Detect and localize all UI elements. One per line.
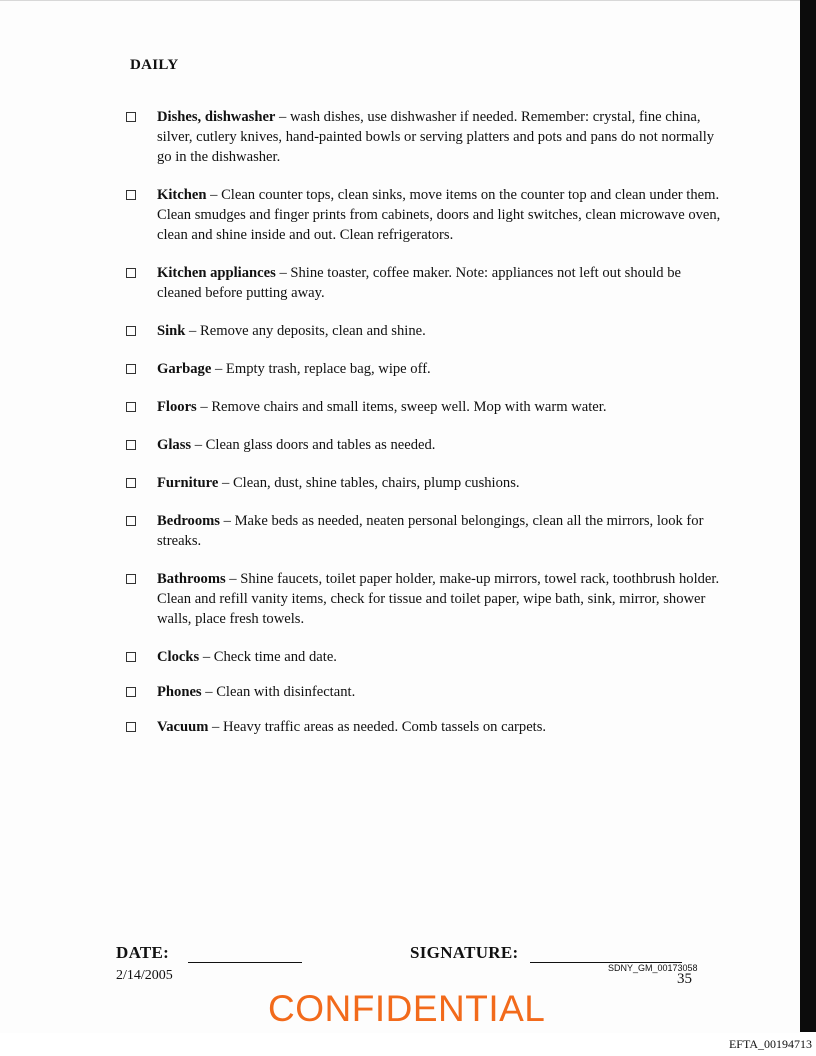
task-item — [124, 717, 724, 737]
task-item — [124, 107, 724, 167]
task-name: Sink — [157, 323, 186, 339]
checkbox-icon — [126, 687, 136, 697]
confidential-stamp: CONFIDENTIAL — [268, 988, 546, 1029]
checkbox-icon — [126, 364, 136, 374]
task-name: Floors — [157, 399, 197, 415]
signature-label: SIGNATURE: — [410, 943, 519, 962]
task-item — [124, 185, 724, 245]
checkbox-icon — [126, 516, 136, 526]
task-name: Glass — [157, 437, 192, 453]
bates-number: SDNY_GM_00173058 — [608, 963, 698, 973]
task-description: – Empty trash, replace bag, wipe off. — [211, 361, 431, 377]
task-item — [124, 647, 724, 667]
checkbox-icon — [126, 652, 136, 662]
task-name: Kitchen appliances — [157, 265, 276, 281]
checkbox-icon — [126, 440, 136, 450]
task-name: Phones — [157, 684, 202, 700]
checkbox-icon — [126, 326, 136, 336]
task-name: Vacuum — [157, 719, 209, 735]
task-description: – Check time and date. — [199, 649, 337, 665]
task-description: – Remove any deposits, clean and shine. — [185, 323, 426, 339]
checkbox-icon — [126, 574, 136, 584]
task-name: Dishes, dishwasher — [157, 109, 276, 125]
date-value: 2/14/2005 — [116, 968, 173, 983]
task-description: – Shine toaster, coffee maker. Note: appliances not left out should be cleaned before putting away. — [157, 265, 682, 301]
task-description: – Clean with disinfectant. — [201, 684, 356, 700]
checkbox-icon — [126, 190, 136, 200]
task-name: Kitchen — [157, 187, 207, 203]
page-number: 35 — [677, 971, 692, 987]
task-description: – Make beds as needed, neaten personal belongings, clean all the mirrors, look for streaks. — [157, 513, 704, 549]
task-description: – Clean, dust, shine tables, chairs, plump cushions. — [218, 475, 520, 491]
efta-id: EFTA_00194713 — [728, 1037, 812, 1051]
task-item — [124, 359, 724, 379]
task-item — [124, 473, 724, 493]
task-item — [124, 435, 724, 455]
task-description: – Shine faucets, toilet paper holder, make-up mirrors, towel rack, toothbrush holder. Clean and refill vanity items, check for tissue and toilet paper, wipe bath, sink, mirror, shower walls, place fresh towels. — [157, 571, 720, 627]
task-name: Furniture — [157, 475, 219, 491]
date-label: DATE: — [116, 943, 170, 962]
checkbox-icon — [126, 478, 136, 488]
task-item — [124, 511, 724, 551]
task-item — [124, 321, 724, 341]
task-item — [124, 569, 724, 629]
task-name: Clocks — [157, 649, 200, 665]
task-item — [124, 682, 724, 702]
task-name: Bedrooms — [157, 513, 220, 529]
checkbox-icon — [126, 268, 136, 278]
task-description: – Remove chairs and small items, sweep well. Mop with warm water. — [196, 399, 607, 415]
task-description: – Clean counter tops, clean sinks, move items on the counter top and clean under them. Clean smudges and finger prints from cabinets, doors and light switches, clean microwave oven, clean and shine inside and out. Clean refrigerators. — [157, 187, 721, 243]
date-line — [188, 962, 302, 963]
task-name: Bathrooms — [157, 571, 226, 587]
task-item — [124, 263, 724, 303]
task-description: – wash dishes, use dishwasher if needed. Remember: crystal, fine china, silver, cutlery knives, hand-painted bowls or serving platters and pots and pans do not normally go in the dishwasher. — [157, 109, 715, 165]
checkbox-icon — [126, 722, 136, 732]
task-name: Garbage — [157, 361, 212, 377]
checkbox-icon — [126, 402, 136, 412]
task-item — [124, 397, 724, 417]
task-description: – Clean glass doors and tables as needed. — [191, 437, 436, 453]
task-list — [124, 107, 724, 755]
checkbox-icon — [126, 112, 136, 122]
section-heading: DAILY — [130, 57, 179, 73]
task-description: – Heavy traffic areas as needed. Comb tassels on carpets. — [208, 719, 547, 735]
scan-edge-bar — [800, 0, 816, 1032]
